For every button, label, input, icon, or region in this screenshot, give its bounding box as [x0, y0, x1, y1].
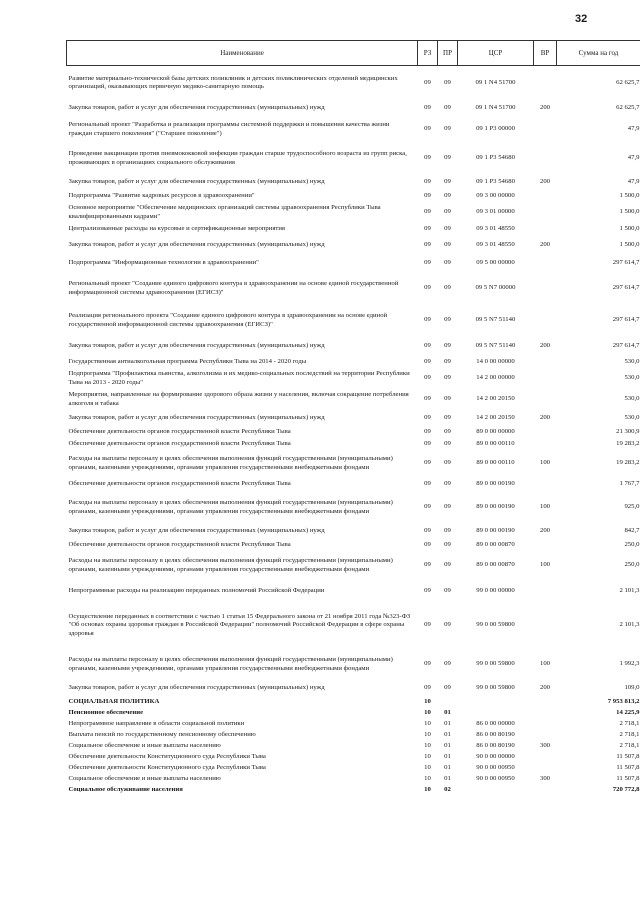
cell-vr — [534, 708, 557, 719]
cell-vr — [534, 581, 557, 603]
cell-rz: 09 — [424, 284, 431, 292]
cell-sum: 21 300,9 — [616, 428, 640, 436]
cell-sum: 530,0 — [624, 414, 640, 422]
cell-vr — [534, 785, 557, 796]
cell-pr — [438, 697, 458, 708]
cell-csr: 09 5 N7 00000 — [475, 284, 516, 292]
cell-sum: 11 507,8 — [616, 763, 640, 771]
cell-csr: 14 2 00 00000 — [476, 374, 515, 382]
table-row — [67, 719, 640, 730]
cell-csr: 14 2 00 20150 — [476, 395, 515, 403]
cell-pr: 09 — [444, 527, 451, 535]
cell-csr — [458, 708, 534, 719]
table-row — [67, 411, 640, 427]
cell-name: Закупка товаров, работ и услуг для обеспечения государственных (муниципальных) нужд — [68, 684, 325, 692]
cell-vr — [534, 540, 557, 551]
table-row — [67, 524, 640, 540]
cell-rz: 09 — [424, 225, 431, 233]
cell-pr: 01 — [444, 752, 451, 760]
cell-pr: 09 — [444, 284, 451, 292]
cell-sum: 2 101,3 — [619, 621, 640, 629]
cell-sum: 1 500,0 — [619, 241, 640, 249]
cell-pr: 09 — [444, 561, 451, 569]
cell-rz: 09 — [424, 342, 431, 350]
cell-rz: 10 — [424, 708, 431, 716]
table-row — [67, 175, 640, 191]
cell-csr: 09 1 N4 51700 — [475, 78, 516, 86]
cell-pr: 09 — [444, 480, 451, 488]
cell-csr — [458, 697, 534, 708]
cell-csr: 99 0 00 59800 — [476, 621, 515, 629]
table-row — [67, 492, 640, 524]
cell-sum: 297 614,7 — [612, 342, 640, 350]
header-rz: РЗ — [418, 41, 438, 66]
cell-name: Закупка товаров, работ и услуг для обеспечения государственных (муниципальных) нужд — [68, 342, 325, 350]
cell-name: Закупка товаров, работ и услуг для обеспечения государственных (муниципальных) нужд — [68, 241, 325, 249]
cell-rz: 10 — [424, 763, 431, 771]
cell-pr: 01 — [444, 774, 451, 782]
cell-rz: 10 — [424, 697, 431, 705]
cell-sum: 47,9 — [627, 125, 640, 133]
table-row — [67, 66, 640, 101]
table-body — [67, 66, 640, 796]
cell-name: Централизованные расходы на курсовые и сертификационные мероприятия — [68, 225, 285, 233]
cell-sum: 47,9 — [627, 154, 640, 162]
table-row — [67, 478, 640, 492]
cell-rz: 10 — [424, 741, 431, 749]
cell-sum: 19 283,2 — [616, 459, 640, 467]
cell-sum: 530,0 — [624, 374, 640, 382]
cell-sum: 14 225,9 — [616, 708, 640, 716]
cell-name: Закупка товаров, работ и услуг для обеспечения государственных (муниципальных) нужд — [68, 414, 325, 422]
cell-rz: 10 — [424, 785, 431, 793]
table-row — [67, 785, 640, 796]
cell-pr: 01 — [444, 730, 451, 738]
cell-csr: 14 2 00 20150 — [476, 414, 515, 422]
cell-vr — [534, 427, 557, 439]
cell-name: Расходы на выплаты персоналу в целях обеспечения выполнения функций государственными (муниципальными) органами, казенными учреждениями, органами управления государственными внебюджетными фондами — [68, 498, 393, 515]
cell-name: Региональный проект "Разработка и реализация программы системной поддержки и повышения качества жизни граждан старшего поколения" ("Старшее поколение") — [68, 120, 390, 137]
table-row — [67, 101, 640, 117]
cell-name: Региональный проект "Создание единого цифрового контура в здравоохранении на основе единой государственной информационной системы здравоохранения (ЕГИСЗ)" — [68, 279, 399, 296]
cell-rz: 09 — [424, 78, 431, 86]
budget-table — [66, 40, 640, 796]
cell-csr: 90 0 00 00000 — [476, 752, 515, 760]
cell-csr: 89 0 00 00110 — [476, 459, 515, 467]
cell-vr: 100 — [539, 459, 551, 467]
cell-vr — [534, 357, 557, 369]
cell-name: Закупка товаров, работ и услуг для обеспечения государственных (муниципальных) нужд — [68, 178, 325, 186]
cell-name: Закупка товаров, работ и услуг для обеспечения государственных (муниципальных) нужд — [68, 104, 325, 112]
cell-vr: 200 — [539, 342, 551, 350]
cell-csr: 89 0 00 00870 — [476, 540, 515, 548]
cell-vr — [534, 305, 557, 337]
cell-rz: 10 — [424, 730, 431, 738]
table-row — [67, 273, 640, 305]
table-header — [67, 41, 640, 66]
cell-vr — [534, 719, 557, 730]
cell-rz: 09 — [424, 154, 431, 162]
cell-sum: 297 614,7 — [612, 284, 640, 292]
table-row — [67, 697, 640, 708]
cell-vr: 200 — [539, 527, 551, 535]
cell-name: Обеспечение деятельности Конституционного суда Республики Тыва — [68, 763, 266, 771]
cell-rz: 09 — [424, 503, 431, 511]
cell-vr: 300 — [539, 774, 551, 782]
cell-sum: 250,0 — [624, 561, 640, 569]
cell-pr: 09 — [444, 192, 451, 200]
cell-pr: 09 — [444, 540, 451, 548]
cell-rz: 09 — [424, 208, 431, 216]
cell-name: Проведение вакцинации против пневмококковой инфекции граждан старше трудоспособного возраста из групп риска, проживающих в организациях социального обслуживания — [68, 149, 407, 166]
table-row — [67, 369, 640, 389]
cell-pr: 09 — [444, 208, 451, 216]
cell-rz: 09 — [424, 540, 431, 548]
cell-csr: 09 5 00 00000 — [476, 259, 515, 267]
table-row — [67, 223, 640, 237]
cell-csr: 09 3 01 00000 — [476, 208, 515, 216]
cell-pr: 09 — [444, 125, 451, 133]
cell-csr: 99 0 00 00000 — [476, 587, 515, 595]
cell-name: Мероприятия, направленные на формирование здорового образа жизни у населения, включая сокращение потребления алкоголя и табака — [68, 390, 409, 407]
cell-pr: 09 — [444, 154, 451, 162]
cell-sum: 530,0 — [624, 395, 640, 403]
cell-vr: 100 — [539, 503, 551, 511]
table-row — [67, 649, 640, 681]
cell-vr: 200 — [539, 178, 551, 186]
header-row — [67, 41, 640, 66]
cell-pr: 09 — [444, 459, 451, 467]
cell-vr — [534, 273, 557, 305]
cell-pr: 09 — [444, 587, 451, 595]
cell-sum: 2 101,3 — [619, 587, 640, 595]
cell-rz: 09 — [424, 621, 431, 629]
cell-csr: 89 0 00 00110 — [476, 439, 515, 447]
cell-name: Непрограммные расходы на реализацию переданных полномочий Российской Федерации — [68, 587, 325, 595]
cell-sum: 720 772,8 — [612, 785, 640, 793]
cell-csr: 89 0 00 00190 — [476, 503, 515, 511]
cell-pr: 01 — [444, 741, 451, 749]
table-row — [67, 237, 640, 255]
cell-vr — [534, 389, 557, 411]
cell-sum: 2 718,1 — [619, 741, 640, 749]
cell-sum: 109,0 — [624, 684, 640, 692]
cell-vr — [534, 697, 557, 708]
cell-name: Непрограммное направление в области социальной политики — [68, 719, 245, 727]
table-row — [67, 774, 640, 785]
cell-pr: 09 — [444, 374, 451, 382]
table-row — [67, 357, 640, 369]
cell-vr — [534, 763, 557, 774]
cell-vr — [534, 439, 557, 450]
cell-pr: 09 — [444, 621, 451, 629]
cell-name: Осуществление переданных в соответствии с частью 1 статьи 15 Федерального закона от 21 ноября 2011 года №323-ФЗ "Об основах охраны здоровья граждан в Российской Федерации" полномочий Российской Федерации в сфере охраны здоровья — [68, 612, 411, 637]
cell-vr: 200 — [539, 241, 551, 249]
header-vr: ВР — [534, 41, 557, 66]
table-row — [67, 708, 640, 719]
cell-name: Обеспечение деятельности органов государственной власти Республики Тыва — [68, 428, 291, 436]
table-row — [67, 581, 640, 603]
table-row — [67, 389, 640, 411]
cell-sum: 1 500,0 — [619, 192, 640, 200]
table-row — [67, 603, 640, 649]
cell-name: Реализация регионального проекта "Создание единого цифрового контура в здравоохранении на основе единой государственной информационной системы здравоохранения (ЕГИСЗ)" — [68, 311, 388, 328]
cell-rz: 09 — [424, 587, 431, 595]
table-row — [67, 191, 640, 203]
cell-sum: 47,9 — [627, 178, 640, 186]
cell-vr: 200 — [539, 414, 551, 422]
cell-vr — [534, 223, 557, 237]
cell-sum: 842,7 — [624, 527, 640, 535]
cell-pr: 09 — [444, 428, 451, 436]
cell-rz: 09 — [424, 459, 431, 467]
cell-csr: 99 0 00 59800 — [476, 660, 515, 668]
cell-name: Обеспечение деятельности Конституционного суда Республики Тыва — [68, 752, 266, 760]
cell-sum: 2 718,1 — [619, 730, 640, 738]
cell-vr — [534, 191, 557, 203]
table-row — [67, 730, 640, 741]
cell-vr: 300 — [539, 741, 551, 749]
page-number: 32 — [575, 13, 588, 25]
cell-sum: 1 500,0 — [619, 208, 640, 216]
cell-pr: 09 — [444, 178, 451, 186]
cell-rz: 09 — [424, 439, 431, 447]
cell-sum: 250,0 — [624, 540, 640, 548]
cell-csr: 09 5 N7 51140 — [475, 342, 516, 350]
cell-csr: 09 3 00 00000 — [476, 192, 515, 200]
cell-vr — [534, 255, 557, 273]
cell-vr — [534, 203, 557, 223]
cell-rz: 10 — [424, 752, 431, 760]
table-row — [67, 305, 640, 337]
cell-pr: 09 — [444, 316, 451, 324]
cell-sum: 297 614,7 — [612, 259, 640, 267]
cell-csr: 86 0 00 80190 — [476, 741, 515, 749]
cell-rz: 09 — [424, 358, 431, 366]
header-name: Наименование — [67, 41, 418, 66]
cell-name: Пенсионное обеспечение — [68, 708, 144, 716]
cell-rz: 09 — [424, 428, 431, 436]
cell-csr: 09 1 P3 54680 — [476, 154, 515, 162]
cell-csr: 89 0 00 00870 — [476, 561, 515, 569]
cell-vr — [534, 478, 557, 492]
cell-vr — [534, 603, 557, 649]
cell-rz: 09 — [424, 192, 431, 200]
cell-pr: 02 — [444, 785, 451, 793]
cell-rz: 09 — [424, 178, 431, 186]
cell-rz: 09 — [424, 660, 431, 668]
cell-sum: 62 625,7 — [616, 104, 640, 112]
cell-vr — [534, 369, 557, 389]
cell-rz: 09 — [424, 414, 431, 422]
cell-name: Государственная антиалкогольная программа Республики Тыва на 2014 - 2020 годы — [68, 358, 307, 366]
cell-name: Обеспечение деятельности органов государственной власти Республики Тыва — [68, 439, 291, 447]
cell-sum: 1 500,0 — [619, 225, 640, 233]
table-row — [67, 763, 640, 774]
table-row — [67, 255, 640, 273]
cell-sum: 7 953 813,2 — [607, 697, 640, 705]
table-row — [67, 741, 640, 752]
cell-name: Расходы на выплаты персоналу в целях обеспечения выполнения функций государственными (муниципальными) органами, казенными учреждениями, органами управления государственными внебюджетными фондами — [68, 556, 393, 573]
cell-rz: 09 — [424, 480, 431, 488]
cell-pr: 09 — [444, 395, 451, 403]
table-row — [67, 143, 640, 175]
cell-csr: 86 0 00 00000 — [476, 719, 515, 727]
cell-name: Подпрограмма "Информационные технологии в здравоохранении" — [68, 259, 259, 267]
cell-name: Подпрограмма "Профилактика пьянства, алкоголизма и их медико-социальных последствий на территории Республики Тыва на 2013 - 2020 годы" — [68, 369, 410, 386]
cell-sum: 11 507,8 — [616, 752, 640, 760]
cell-rz: 09 — [424, 241, 431, 249]
cell-csr: 90 0 00 00950 — [476, 774, 515, 782]
cell-name: Социальное обеспечение и иные выплаты населению — [68, 741, 221, 749]
cell-name: Подпрограмма "Развитие кадровых ресурсов в здравоохранении" — [68, 192, 255, 200]
budget-table-container — [66, 40, 640, 796]
cell-rz: 09 — [424, 684, 431, 692]
cell-csr: 89 0 00 00000 — [476, 428, 515, 436]
table-row — [67, 117, 640, 143]
table-row — [67, 450, 640, 478]
cell-sum: 19 283,2 — [616, 439, 640, 447]
cell-csr: 09 1 P3 54680 — [476, 178, 515, 186]
cell-vr: 200 — [539, 104, 551, 112]
cell-name: Социальное обслуживание населения — [68, 785, 183, 793]
cell-pr: 01 — [444, 719, 451, 727]
header-pr: ПР — [438, 41, 458, 66]
cell-rz: 09 — [424, 527, 431, 535]
cell-name: Закупка товаров, работ и услуг для обеспечения государственных (муниципальных) нужд — [68, 527, 325, 535]
cell-name: СОЦИАЛЬНАЯ ПОЛИТИКА — [68, 697, 160, 705]
table-row — [67, 752, 640, 763]
cell-csr: 90 0 00 00950 — [476, 763, 515, 771]
cell-csr: 89 0 00 00190 — [476, 527, 515, 535]
table-row — [67, 551, 640, 581]
cell-pr: 09 — [444, 104, 451, 112]
cell-csr — [458, 785, 534, 796]
cell-csr: 14 0 00 00000 — [476, 358, 515, 366]
cell-csr: 09 3 01 48550 — [476, 241, 515, 249]
cell-pr: 09 — [444, 342, 451, 350]
cell-rz: 09 — [424, 374, 431, 382]
cell-name: Обеспечение деятельности органов государственной власти Республики Тыва — [68, 540, 291, 548]
cell-name: Основное мероприятие "Обеспечение медицинских организаций системы здравоохранения Республики Тыва квалифицированными кадрами" — [68, 203, 381, 220]
cell-pr: 09 — [444, 241, 451, 249]
cell-vr — [534, 730, 557, 741]
cell-pr: 09 — [444, 660, 451, 668]
cell-vr — [534, 143, 557, 175]
cell-rz: 09 — [424, 561, 431, 569]
cell-sum: 530,0 — [624, 358, 640, 366]
table-row — [67, 681, 640, 697]
table-row — [67, 337, 640, 357]
table-row — [67, 427, 640, 439]
cell-sum: 2 718,1 — [619, 719, 640, 727]
header-sum: Сумма на год — [557, 41, 640, 66]
cell-csr: 09 5 N7 51140 — [475, 316, 516, 324]
cell-name: Обеспечение деятельности органов государственной власти Республики Тыва — [68, 480, 291, 488]
table-row — [67, 439, 640, 450]
cell-sum: 11 507,8 — [616, 774, 640, 782]
cell-rz: 09 — [424, 395, 431, 403]
cell-pr: 09 — [444, 259, 451, 267]
cell-rz: 10 — [424, 774, 431, 782]
cell-name: Расходы на выплаты персоналу в целях обеспечения выполнения функций государственными (муниципальными) органами, казенными учреждениями, органами управления государственными внебюджетными фондами — [68, 655, 393, 672]
cell-csr: 86 0 00 80190 — [476, 730, 515, 738]
cell-csr: 99 0 00 59800 — [476, 684, 515, 692]
cell-pr: 09 — [444, 439, 451, 447]
cell-vr — [534, 66, 557, 101]
cell-vr — [534, 117, 557, 143]
cell-rz: 10 — [424, 719, 431, 727]
cell-pr: 09 — [444, 503, 451, 511]
cell-pr: 01 — [444, 763, 451, 771]
cell-csr: 89 0 00 00190 — [476, 480, 515, 488]
cell-sum: 925,0 — [624, 503, 640, 511]
cell-sum: 1 767,7 — [619, 480, 640, 488]
cell-vr: 200 — [539, 684, 551, 692]
cell-name: Социальное обеспечение и иные выплаты населению — [68, 774, 221, 782]
cell-pr: 09 — [444, 684, 451, 692]
cell-sum: 62 625,7 — [616, 78, 640, 86]
cell-csr: 09 1 N4 51700 — [475, 104, 516, 112]
cell-name: Развитие материально-технической базы детских поликлиник и детских поликлинических отделений медицинских организаций, оказывающих первичную медико-санитарную помощь — [68, 74, 398, 91]
cell-name: Выплата пенсий по государственному пенсионному обеспечению — [68, 730, 256, 738]
table-row — [67, 540, 640, 551]
cell-rz: 09 — [424, 316, 431, 324]
cell-name: Расходы на выплаты персоналу в целях обеспечения выполнения функций государственными (муниципальными) органами, казенными учреждениями, органами управления государственными внебюджетными фондами — [68, 454, 393, 471]
cell-pr: 09 — [444, 225, 451, 233]
cell-pr: 09 — [444, 358, 451, 366]
cell-sum: 297 614,7 — [612, 316, 640, 324]
cell-rz: 09 — [424, 125, 431, 133]
cell-sum: 1 992,3 — [619, 660, 640, 668]
cell-vr: 100 — [539, 561, 551, 569]
cell-csr: 09 3 01 48550 — [476, 225, 515, 233]
header-csr: ЦСР — [458, 41, 534, 66]
cell-pr: 09 — [444, 78, 451, 86]
cell-rz: 09 — [424, 104, 431, 112]
cell-pr: 01 — [444, 708, 451, 716]
cell-vr: 100 — [539, 660, 551, 668]
cell-pr: 09 — [444, 414, 451, 422]
cell-vr — [534, 752, 557, 763]
table-row — [67, 203, 640, 223]
cell-csr: 09 1 P3 00000 — [476, 125, 515, 133]
cell-rz: 09 — [424, 259, 431, 267]
